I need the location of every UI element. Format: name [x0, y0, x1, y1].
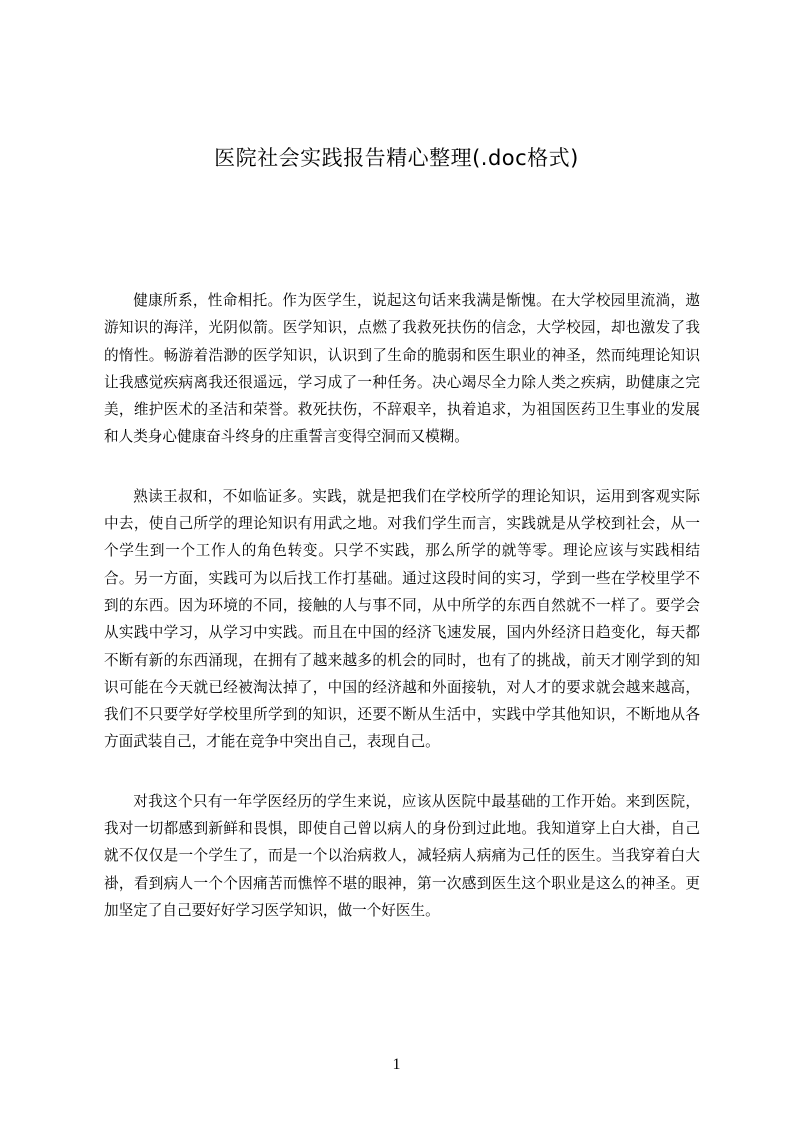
paragraph-2: 熟读王叔和，不如临证多。实践，就是把我们在学校所学的理论知识，运用到客观实际中去，使自己所学的理论知识有用武之地。对我们学生而言，实践就是从学校到社会，从一个学生到一个工作人的角色转变。只学不实践，那么所学的就等零。理论应该与实践相结合。另一方面，实践可为以后找工作打基础。通过这段时间的实习，学到一些在学校里学不到的东西。因为环境的不同，接触的人与事不同，从中所学的东西自然就不一样了。要学会从实践中学习，从学习中实践。而且在中国的经济飞速发展，国内外经济日趋变化，每天都不断有新的东西涌现，在拥有了越来越多的机会的同时，也有了的挑战，前天才刚学到的知识可能在今天就已经被淘汰掉了，中国的经济越和外面接轨，对人才的要求就会越来越高，我们不只要学好学校里所学到的知识，还要不断从生活中，实践中学其他知识，不断地从各方面武装自己，才能在竞争中突出自己，表现自己。 — [104, 487, 700, 751]
paragraph-3: 对我这个只有一年学医经历的学生来说，应该从医院中最基础的工作开始。来到医院，我对一切都感到新鲜和畏惧，即使自己曾以病人的身份到过此地。我知道穿上白大褂，自己就不仅仅是一个学生了，而是一个以治病救人，减轻病人病痛为己任的医生。当我穿着白大褂，看到病人一个个因痛苦而憔悴不堪的眼神，第一次感到医生这个职业是这么的神圣。更加坚定了自己要好好学习医学知识，做一个好医生。 — [104, 792, 700, 919]
document-body — [104, 287, 700, 956]
document-title: 医院社会实践报告精心整理(.doc格式) — [214, 146, 579, 170]
page-number: 1 — [392, 1056, 401, 1073]
paragraph-1: 健康所系，性命相托。作为医学生，说起这句话来我满是惭愧。在大学校园里流淌，遨游知识的海洋，光阴似箭。医学知识，点燃了我救死扶伤的信念，大学校园，却也激发了我的惰性。畅游着浩渺的医学知识，认识到了生命的脆弱和医生职业的神圣，然而纯理论知识让我感觉疾病离我还很遥远，学习成了一种任务。决心竭尽全力除人类之疾病，助健康之完美，维护医术的圣洁和荣誉。救死扶伤，不辞艰辛，执着追求，为祖国医药卫生事业的发展和人类身心健康奋斗终身的庄重誓言变得空洞而又模糊。 — [104, 292, 700, 446]
